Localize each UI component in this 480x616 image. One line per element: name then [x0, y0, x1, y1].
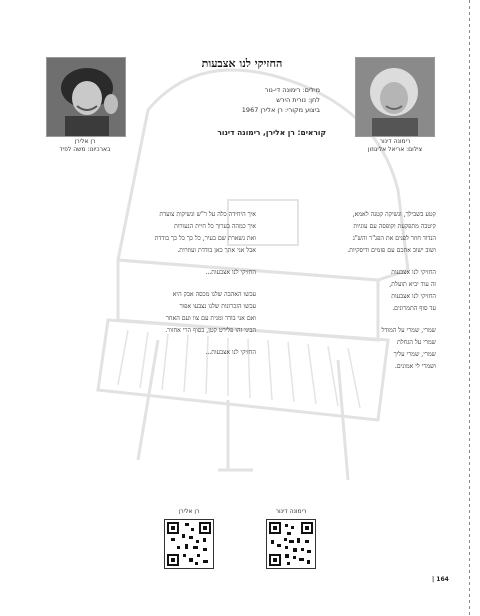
lyric-line: קטע בשבילך, ונשיקה קטנה לאמא,	[352, 211, 436, 218]
lyric-line: איך כמהה בערוך כל חיית הנעורות	[174, 223, 256, 230]
stanza-gap	[268, 315, 436, 325]
lyric-line: עכשו הזכרונות שלנו נצבעו אפור	[179, 303, 256, 310]
photo-name-left: רן אלירן	[74, 138, 96, 145]
lyric-line: החזיקי לנו אצבעות...	[205, 349, 256, 356]
page-number: | 164	[432, 576, 449, 583]
lyric-line: עד סוף התמרונים.	[392, 305, 436, 312]
lyric-line: אבל אני אתך כאן בודדת ועוזרות.	[177, 247, 256, 254]
lyric-line: החזיקי לנו אצבעות	[391, 293, 436, 300]
stanza-gap	[268, 257, 436, 267]
lyrics-column-left	[80, 209, 256, 359]
lyric-line: קיטבה מתפקעת וקופסה עם עוגיות	[353, 223, 436, 230]
lyric-line: ושוב ישוב אתכם עם פזמים ודיסקיות.	[347, 247, 436, 254]
qr-code-left[interactable]	[164, 519, 214, 569]
lyric-line: זה עוד יביא תועלת,	[389, 281, 436, 288]
photo-name-right: רימונה דינור	[379, 138, 411, 145]
qr-icon	[267, 520, 315, 568]
lyric-line: הנדוד חוזר לפנים את הפג"ר והש"ג	[352, 235, 436, 242]
lyric-line: ושמרי לי אמונים.	[394, 363, 436, 370]
qr-label-left: רן אלירן	[178, 508, 200, 515]
stanza-gap	[80, 337, 256, 347]
lyric-line: החזיקי לנו אצבעות...	[205, 269, 256, 276]
lyric-line: שמרי, שמרי עליך	[393, 351, 436, 358]
photo-ran-eliran	[46, 57, 126, 137]
photo-credit-left: בארכיונו: משה לפיד	[59, 146, 111, 153]
lyric-line: שמרי, שמרי על המודל	[381, 327, 436, 334]
qr-code-right[interactable]	[266, 519, 316, 569]
song-credits	[190, 85, 320, 115]
lyric-line: ואת נשארת שם בעיר, כל כך כל כך בודדת	[154, 235, 256, 242]
lyric-line: איך היחידה כלה על ר"ש ונשיקות צועדת	[159, 211, 256, 218]
song-title: החזיקי לנו אצבעות	[201, 57, 283, 70]
photo-caption-left	[40, 138, 130, 154]
page-edge-divider	[469, 0, 470, 616]
stanza-gap	[80, 279, 256, 289]
lyric-line: הביני זהו פלירט קטן, בסוף הרי אחזור.	[165, 327, 256, 334]
qr-label-right: רימונה דינור	[275, 508, 307, 515]
lyric-line: החזיקי לנו אצבעות	[391, 269, 436, 276]
lyrics-column-right	[268, 209, 436, 373]
qr-icon	[165, 520, 213, 568]
lyric-line: שמרי על הגחלת	[397, 339, 436, 346]
readers-line: קוראים: רן אלירן, רימונה דינור	[217, 128, 326, 137]
stanza-gap	[80, 257, 256, 267]
credit-music: לחן: נורית הירש	[276, 96, 320, 104]
credit-original: ביצוע מקורי: רן אלירן 1967	[241, 106, 320, 114]
lyric-line: ואם אני בודד ומנית עם צוו ועם האחר	[165, 315, 256, 322]
photo-caption-right	[350, 138, 440, 154]
lyric-line: עכשו האהבה שלנו מכסה אבק היא	[172, 291, 256, 298]
photo-rimona-dinur	[355, 57, 435, 137]
photo-credit-right: צילום: אריאל אליגוזון	[367, 146, 423, 153]
credit-lyrics: מילים: רימונה די-נור	[264, 86, 320, 94]
